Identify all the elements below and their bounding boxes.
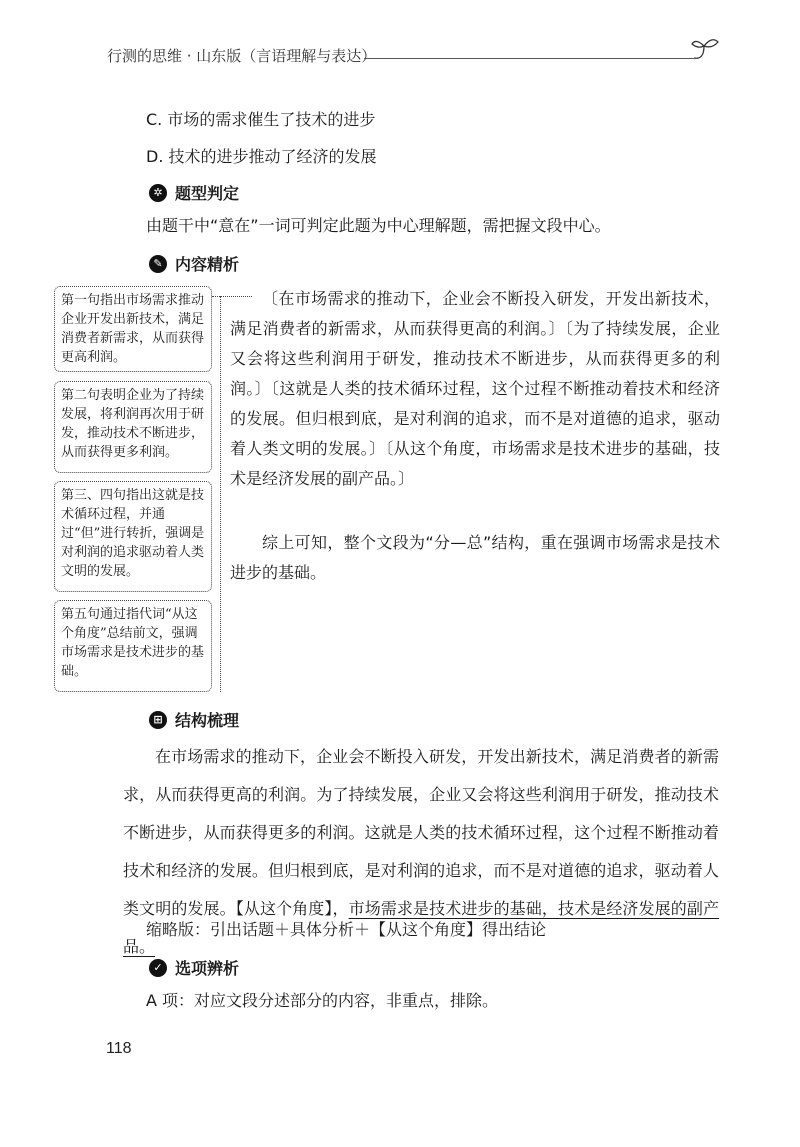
annotation-note-2: 第二句表明企业为了持续发展，将利润再次用于研发，推动技术不断进步，从而获得更多利润。 [54, 381, 212, 473]
annotation-note-4: 第五句通过指代词“从这个角度”总结前文，强调市场需求是技术进步的基础。 [54, 600, 212, 692]
tree-icon: ⊞ [149, 711, 167, 729]
passage-text: 〔在市场需求的推动下，企业会不断投入研发，开发出新技术，满足消费者的新需求，从而获得更高的利润。〕〔为了持续发展，企业又会将这些利润用于研发，推动技术不断进步，从而获得更多的利润。〕〔这就是人类的技术循环过程，这个过程不断推动着技术和经济的发展。但归根到底，是对利润的追求，而不是对道德的追求，驱动着人类文明的发展。〕〔从这个角度，市场需求是技术进步的基础，技术是经济发展的副产品。〕 [230, 289, 720, 488]
note-connector-vertical [220, 296, 221, 692]
structure-body: 在市场需求的推动下，企业会不断投入研发，开发出新技术，满足消费者的新需求，从而获得更高的利润。为了持续发展，企业又会将这些利润用于研发，推动技术不断进步，从而获得更多的利润。这就是人类的技术循环过程，这个过程不断推动着技术和经济的发展。但归根到底，是对利润的追求，而不是对道德的追求，驱动着人类文明的发展。【从这个角度】， [123, 747, 719, 918]
type-heading-label: 题型判定 [175, 184, 240, 203]
header-rule [364, 58, 694, 59]
check-icon: ✓ [149, 959, 167, 977]
running-header: 行测的思维 · 山东版（言语理解与表达） [107, 47, 377, 65]
structure-heading-label: 结构梳理 [175, 711, 240, 730]
type-text: 由题干中“意在”一词可判定此题为中心理解题，需把握文段中心。 [146, 216, 611, 235]
options-heading-label: 选项辨析 [175, 959, 240, 978]
summary-text: 综上可知，整个文段为“分—总”结构，重在强调市场需求是技术进步的基础。 [230, 533, 720, 582]
pen-icon: ✎ [149, 255, 167, 273]
structure-brief: 缩略版：引出话题＋具体分析＋【从这个角度】得出结论 [146, 920, 547, 939]
content-heading [149, 252, 239, 275]
option-c: C. 市场的需求催生了技术的进步 [146, 110, 376, 129]
sprout-icon [690, 36, 720, 64]
content-heading-label: 内容精析 [175, 255, 240, 274]
structure-heading [149, 708, 239, 731]
options-heading [149, 956, 239, 979]
type-heading [149, 181, 239, 204]
gear-icon: ✲ [149, 184, 167, 202]
structure-underlined: 市场需求是技术进步的基础，技术是经济发展的副产品。 [123, 899, 719, 956]
page-number: 118 [106, 1040, 132, 1057]
annotation-note-1: 第一句指出市场需求推动企业开发出新技术，满足消费者新需求，从而获得更高利润。 [54, 286, 212, 372]
option-d: D. 技术的进步推动了经济的发展 [146, 147, 377, 166]
option-a-analysis: A 项：对应文段分述部分的内容，非重点，排除。 [146, 991, 499, 1010]
annotation-note-3: 第三、四句指出这就是技术循环过程，并通过“但”进行转折，强调是对利润的追求驱动着人类文明的发展。 [54, 481, 212, 592]
